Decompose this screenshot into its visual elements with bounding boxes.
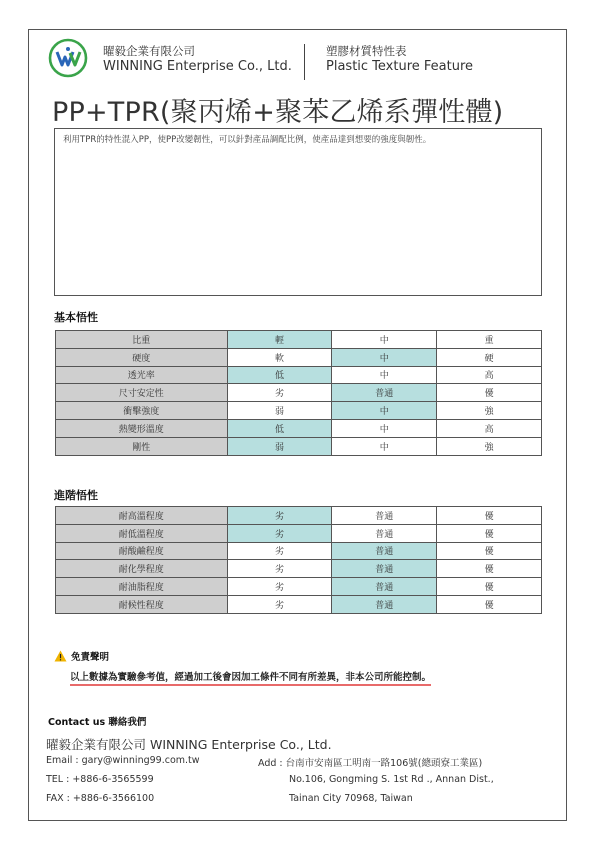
property-label: 耐油脂程度	[56, 578, 228, 596]
document-type	[326, 43, 473, 75]
document-type-en: Plastic Texture Feature	[326, 59, 474, 74]
property-level: 優	[437, 507, 542, 525]
winning-logo-icon	[48, 38, 88, 78]
property-level-selected: 中	[332, 402, 437, 420]
property-level-selected: 低	[227, 419, 332, 437]
property-row	[56, 507, 542, 525]
property-level: 強	[437, 402, 542, 420]
description-text: 利用TPR的特性混入PP，使PP改變韌性，可以針對產品調配比例，使產品達到想要的強度與韌性。	[63, 135, 432, 145]
property-level-selected: 劣	[227, 507, 332, 525]
contact-address-line1: Add : 台南市安南區工明南一路106號(總頭寮工業區)	[258, 758, 483, 769]
property-level-selected: 普通	[332, 560, 437, 578]
property-label: 硬度	[56, 348, 228, 366]
advanced-properties-heading: 進階悟性	[54, 489, 98, 502]
disclaimer-text: 以上數據為實驗參考值，經過加工後會因加工條件不同有所差異，非本公司所能控制。	[70, 669, 431, 686]
basic-properties-heading: 基本悟性	[54, 311, 98, 324]
property-row	[56, 524, 542, 542]
property-level: 劣	[227, 384, 332, 402]
disclaimer-heading	[54, 649, 109, 663]
property-level: 優	[437, 542, 542, 560]
header	[48, 38, 548, 84]
property-label: 耐候性程度	[56, 595, 228, 613]
property-row	[56, 419, 542, 437]
property-level: 優	[437, 560, 542, 578]
property-level-selected: 中	[332, 348, 437, 366]
property-level: 高	[437, 419, 542, 437]
property-label: 比重	[56, 331, 228, 349]
property-level: 優	[437, 384, 542, 402]
property-level: 硬	[437, 348, 542, 366]
property-level: 中	[332, 366, 437, 384]
company-name-en: WINNING Enterprise Co., Ltd.	[103, 59, 292, 74]
contact-company: 曜毅企業有限公司 WINNING Enterprise Co., Ltd.	[46, 737, 332, 752]
property-row	[56, 384, 542, 402]
company-name	[103, 43, 292, 75]
property-level-selected: 弱	[227, 437, 332, 455]
material-title: PP+TPR(聚丙烯+聚苯乙烯系彈性體)	[52, 97, 504, 128]
property-level-selected: 普通	[332, 542, 437, 560]
advanced-properties-table	[55, 506, 542, 614]
property-level: 普通	[332, 507, 437, 525]
property-level: 高	[437, 366, 542, 384]
contact-email: Email : gary@winning99.com.tw	[46, 755, 200, 766]
property-label: 耐酸鹼程度	[56, 542, 228, 560]
company-name-cn: 曜毅企業有限公司	[103, 44, 195, 58]
property-level-selected: 普通	[332, 578, 437, 596]
property-row	[56, 578, 542, 596]
contact-address-line3: Tainan City 70968, Taiwan	[289, 793, 413, 804]
property-level: 劣	[227, 560, 332, 578]
contact-tel: TEL : +886-6-3565599	[46, 774, 154, 785]
property-level-selected: 普通	[332, 595, 437, 613]
property-label: 衝擊強度	[56, 402, 228, 420]
property-level: 重	[437, 331, 542, 349]
property-row	[56, 595, 542, 613]
property-level-selected: 普通	[332, 384, 437, 402]
property-row	[56, 560, 542, 578]
property-level: 中	[332, 419, 437, 437]
property-level-selected: 劣	[227, 524, 332, 542]
property-row	[56, 437, 542, 455]
property-level: 中	[332, 331, 437, 349]
document-type-cn: 塑膠材質特性表	[326, 44, 407, 58]
basic-properties-table	[55, 330, 542, 456]
contact-address-line2: No.106, Gongming S. 1st Rd ., Annan Dist.,	[289, 774, 494, 785]
property-level: 劣	[227, 542, 332, 560]
property-label: 耐低溫程度	[56, 524, 228, 542]
property-row	[56, 331, 542, 349]
property-level: 強	[437, 437, 542, 455]
property-level: 普通	[332, 524, 437, 542]
property-row	[56, 542, 542, 560]
property-level-selected: 輕	[227, 331, 332, 349]
property-label: 耐化學程度	[56, 560, 228, 578]
property-label: 尺寸安定性	[56, 384, 228, 402]
property-row	[56, 402, 542, 420]
warning-icon	[54, 650, 67, 662]
property-level: 中	[332, 437, 437, 455]
property-label: 透光率	[56, 366, 228, 384]
property-level: 優	[437, 578, 542, 596]
property-level: 弱	[227, 402, 332, 420]
property-label: 剛性	[56, 437, 228, 455]
property-label: 耐高溫程度	[56, 507, 228, 525]
property-level: 優	[437, 595, 542, 613]
property-row	[56, 348, 542, 366]
disclaimer-heading-label: 免責聲明	[71, 652, 110, 663]
property-level-selected: 低	[227, 366, 332, 384]
property-row	[56, 366, 542, 384]
property-level: 優	[437, 524, 542, 542]
property-level: 劣	[227, 578, 332, 596]
header-divider	[304, 44, 305, 80]
contact-fax: FAX : +886-6-3566100	[46, 793, 155, 804]
contact-heading: Contact us 聯絡我們	[48, 717, 147, 728]
description-box	[54, 128, 542, 296]
property-level: 軟	[227, 348, 332, 366]
property-level: 劣	[227, 595, 332, 613]
property-label: 熱變形溫度	[56, 419, 228, 437]
